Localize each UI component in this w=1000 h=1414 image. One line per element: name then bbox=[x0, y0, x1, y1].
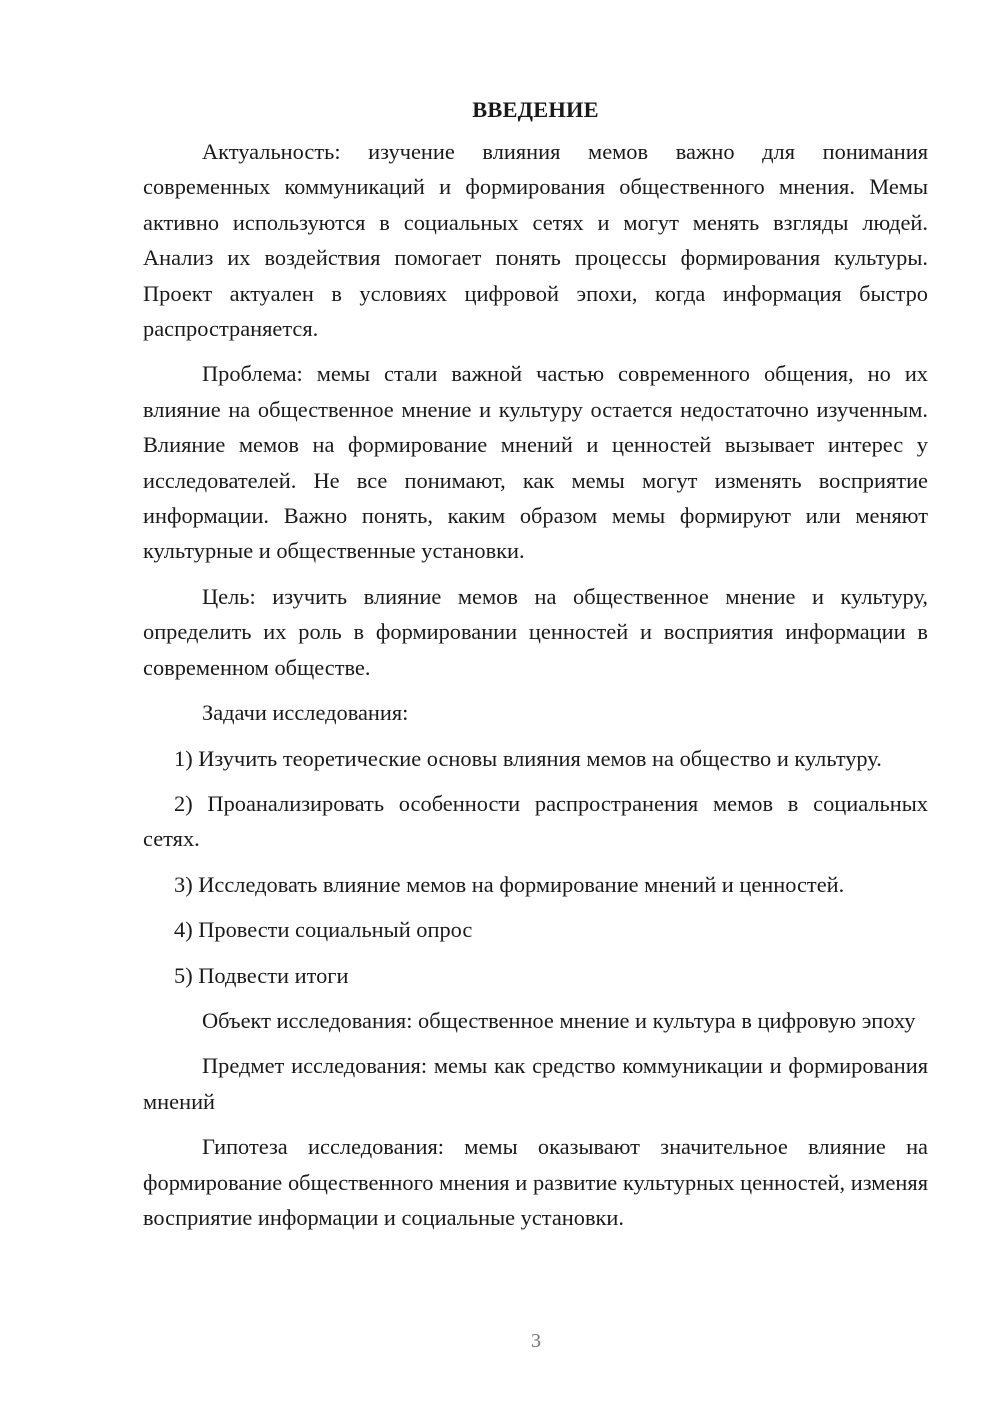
page-title: ВВЕДЕНИЕ bbox=[472, 97, 599, 122]
list-item-task-4: 4) Провести социальный опрос bbox=[174, 917, 473, 943]
list-item-task-3: 3) Исследовать влияние мемов на формирование мнений и ценностей. bbox=[174, 871, 845, 897]
tasks-heading: Задачи исследования: bbox=[202, 700, 409, 726]
list-item-task-5: 5) Подвести итоги bbox=[174, 962, 349, 988]
list-item-task-1: 1) Изучить теоретические основы влияния мемов на общество и культуру. bbox=[174, 745, 882, 771]
document-page bbox=[143, 92, 928, 1245]
list-item-task-2: 2) Проанализировать особенности распространения мемов в социальных сетях. bbox=[143, 790, 928, 852]
paragraph-problem: Проблема: мемы стали важной частью современного общения, но их влияние на общественное мнение и культуру остается недостаточно изученным. Влияние мемов на формирование мнений и ценностей вызывает интерес у исследователей. Не все понимают, как мемы могут изменять восприятие информации. Важно понять, каким образом мемы формируют или меняют культурные и общественные установки. bbox=[143, 361, 928, 564]
paragraph-goal: Цель: изучить влияние мемов на общественное мнение и культуру, определить их роль в формировании ценностей и восприятия информации в современном обществе. bbox=[143, 583, 928, 680]
paragraph-hypothesis: Гипотеза исследования: мемы оказывают значительное влияние на формирование общественного мнения и развитие культурных ценностей, изменяя восприятие информации и социальные установки. bbox=[143, 1134, 928, 1230]
paragraph-object: Объект исследования: общественное мнение и культура в цифровую эпоху bbox=[202, 1007, 916, 1033]
paragraph-subject: Предмет исследования: мемы как средство коммуникации и формирования мнений bbox=[143, 1053, 928, 1114]
page-number: 3 bbox=[531, 1330, 541, 1352]
paragraph-relevance: Актуальность: изучение влияния мемов важно для понимания современных коммуникаций и формирования общественного мнения. Мемы активно используются в социальных сетях и могут менять взгляды людей. Анализ их воздействия помогает понять процессы формирования культуры. Проект актуален в условиях цифровой эпохи, когда информация быстро распространяется. bbox=[143, 139, 928, 342]
